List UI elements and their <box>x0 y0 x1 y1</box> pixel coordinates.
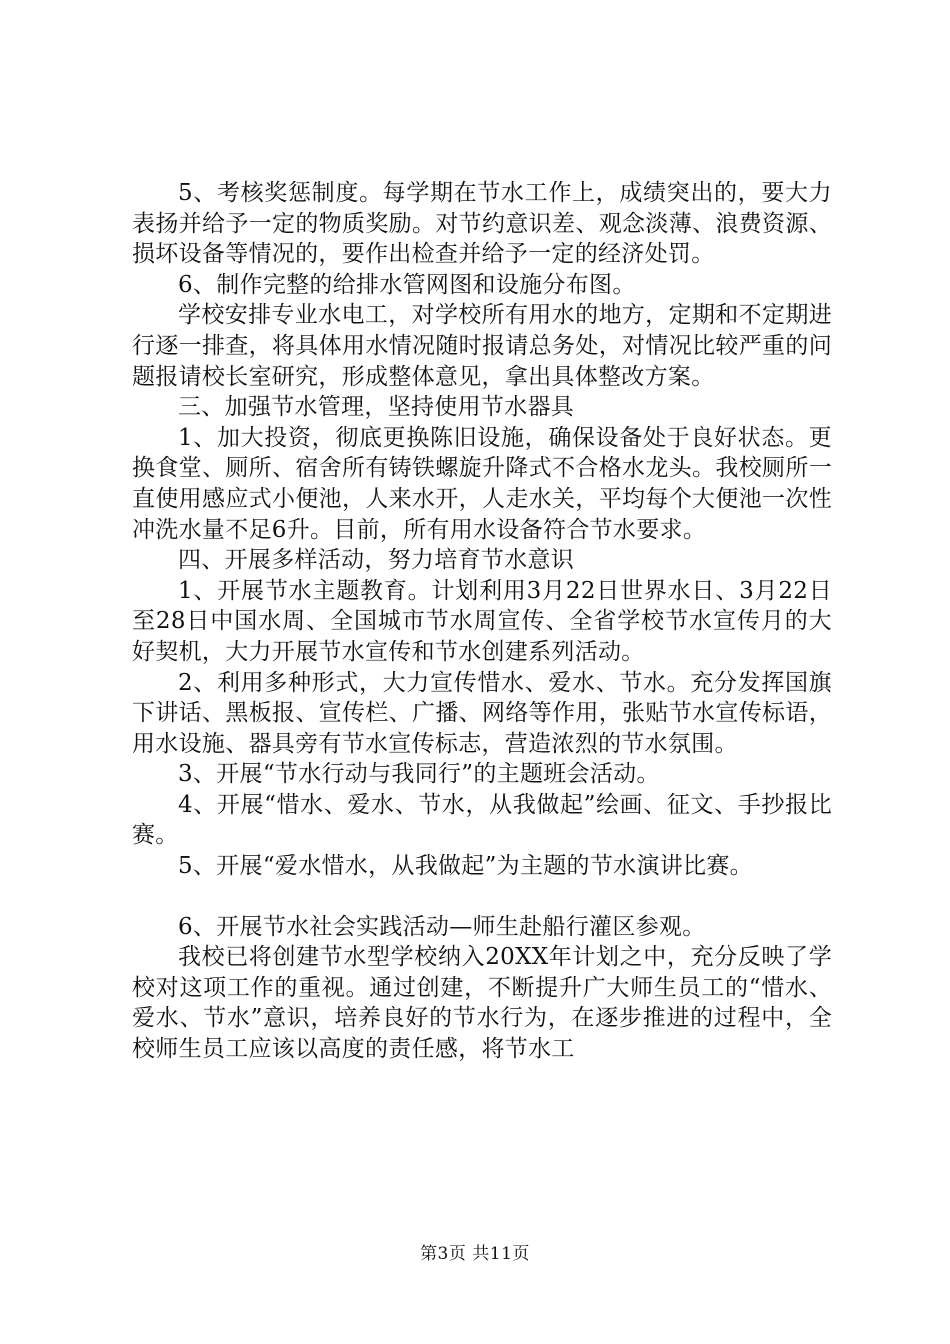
paragraph-conclusion: 我校已将创建节水型学校纳入20XX年计划之中，充分反映了学校对这项工作的重视。通过创建，不断提升广大师生员工的“惜水、爱水、节水”意识，培养良好的节水行为，在逐步推进的过程中，全校师生员工应该以高度的责任感，将节水工 <box>132 944 832 1063</box>
paragraph-assessment-rewards: 5、考核奖惩制度。每学期在节水工作上，成绩突出的，要大力表扬并给予一定的物质奖励。对节约意识差、观念淡薄、浪费资源、损坏设备等情况的，要作出检查并给予一定的经济处罚。 <box>132 180 832 268</box>
section-heading-activities: 四、开展多样活动，努力培育节水意识 <box>178 547 575 574</box>
paragraph-theme-education: 1、开展节水主题教育。计划利用3月22日世界水日、3月22日至28日中国水周、全国城市节水周宣传、全省学校节水宣传月的大好契机，大力开展节水宣传和节水创建系列活动。 <box>132 577 832 665</box>
paragraph-speech-contest: 5、开展“爱水惜水，从我做起”为主题的节水演讲比赛。 <box>178 853 753 880</box>
document-body <box>132 178 832 1065</box>
paragraph-class-meeting: 3、开展“节水行动与我同行”的主题班会活动。 <box>178 761 660 788</box>
paragraph-competition: 4、开展“惜水、爱水、节水，从我做起”绘画、征文、手抄报比赛。 <box>132 791 832 849</box>
paragraph-inspection: 学校安排专业水电工，对学校所有用水的地方，定期和不定期进行逐一排查，将具体用水情况随时报请总务处，对情况比较严重的问题报请校长室研究，形成整体意见，拿出具体整改方案。 <box>132 302 832 390</box>
section-heading-water-management: 三、加强节水管理，坚持使用节水器具 <box>178 394 575 421</box>
paragraph-social-practice: 6、开展节水社会实践活动—师生赴船行灌区参观。 <box>178 913 706 940</box>
paragraph-investment: 1、加大投资，彻底更换陈旧设施，确保设备处于良好状态。更换食堂、厕所、宿舍所有铸铁螺旋升降式不合格水龙头。我校厕所一直使用感应式小便池，人来水开，人走水关，平均每个大便池一次性冲洗水量不足6升。目前，所有用水设备符合节水要求。 <box>132 424 832 543</box>
paragraph-pipe-network-map: 6、制作完整的给排水管网图和设施分布图。 <box>178 271 636 298</box>
page-number-footer: 第3页 共11页 <box>420 1244 530 1264</box>
paragraph-publicity: 2、利用多种形式，大力宣传惜水、爱水、节水。充分发挥国旗下讲话、黑板报、宣传栏、广播、网络等作用，张贴节水宣传标语，用水设施、器具旁有节水宣传标志，营造浓烈的节水氛围。 <box>132 669 832 757</box>
